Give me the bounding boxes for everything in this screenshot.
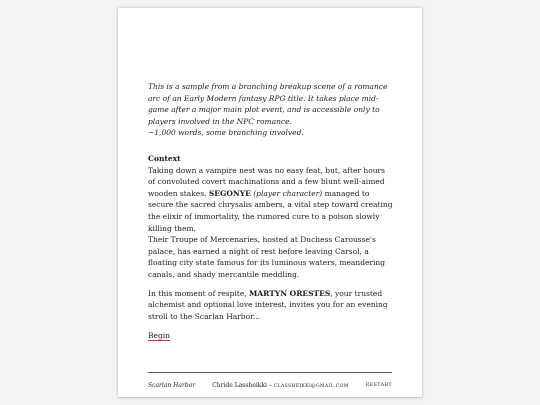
footer-story-title: Scarlan Harbor: [148, 381, 196, 389]
player-character-name: SEGONYE: [208, 188, 251, 198]
context-paragraph-3: [148, 288, 394, 323]
restart-button[interactable]: RESTART: [365, 382, 392, 388]
context-p1-text-a: Taking down a vampire nest was no easy feat, but, after hours of convoluted covert machinations and a few blunt well-aimed wooden stakes,: [148, 165, 385, 198]
intro-word-count: ~1,000 words, some branching involved.: [148, 128, 304, 138]
player-character-role: (player character): [253, 188, 323, 198]
footer: [148, 380, 392, 390]
love-interest-name: MARTYN ORESTES: [249, 288, 331, 298]
context-p1-text-b: managed to secure the sacred chrysalis ambers, a vital step toward creating the elixir of immortality, the rumored cure to a poison slowly killing them.: [148, 188, 393, 233]
footer-author-name: Chride Lassheikki: [212, 381, 267, 389]
begin-link[interactable]: Begin: [148, 331, 170, 341]
context-paragraph-1: [148, 165, 394, 235]
story-content: [148, 81, 394, 342]
context-paragraph-2: Their Troupe of Mercenaries, hosted at Duchess Carousse's palace, has earned a night of rest before leaving Carsol, a floating city state famous for its luminous waters, meandering canals, and shady mercantile meddling.: [148, 235, 386, 279]
context-p3-text-b: , your trusted alchemist and optional love interest, invites you for an evening stroll to the Scarlan Harbor...: [148, 288, 388, 321]
context-p3-text-a: In this moment of respite,: [148, 288, 250, 298]
context-heading: Context: [148, 153, 181, 163]
footer-divider: [148, 372, 392, 373]
footer-author: [212, 382, 348, 389]
story-page: [118, 8, 422, 397]
footer-author-email[interactable]: CLASSHEIKKI@GMAIL.COM: [273, 383, 349, 389]
intro-block: [148, 81, 394, 139]
intro-description: This is a sample from a branching breakup scene of a romance arc of an Early Modern fantasy RPG title. It takes place mid-game after a major main plot event, and is accessible only to players involved in the NPC romance.: [148, 82, 388, 126]
begin-wrap: [148, 330, 394, 342]
footer-separator: –: [266, 381, 274, 389]
